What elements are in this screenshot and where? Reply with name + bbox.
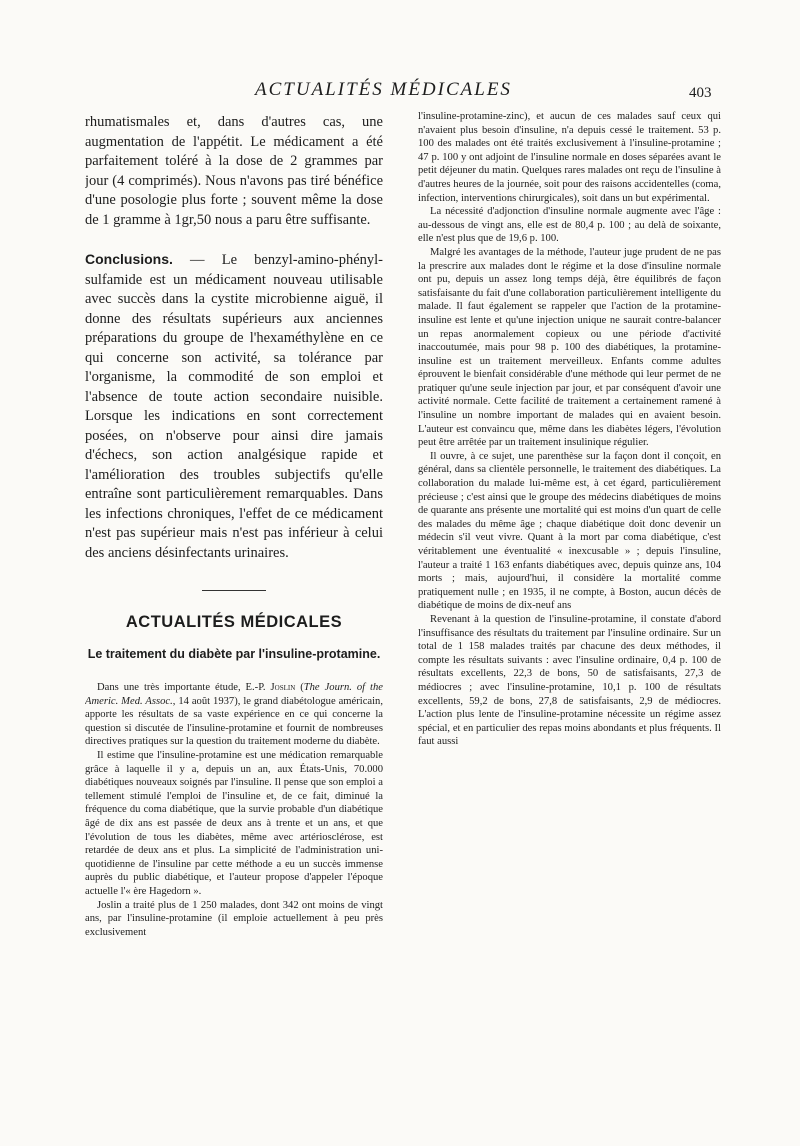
conclusions-paragraph	[85, 250, 383, 563]
article-paragraph: Il estime que l'insuline-protamine est une médication remarquable grâce à laquelle il y a, depuis un an, aux États-Unis, 70.000 diabétiques nouveaux soignés par l'insuline. Il pense que son emploi a tellement stimulé l'emploi de l'insuline et, de ce fait, diminué la fréquence du coma diabétique, que la survie probable d'un diabétique âgé de dix ans est passée de deux ans à trente et un ans, et que l'évolution de tous les diabètes, même avec artériosclérose, est retardée de deux ans et plus. La simplicité de l'administration uni-quotidienne de l'insuline par cette méthode a eu un succès immense auprès du public diabétique, et l'auteur propose d'appeler l'époque actuelle l'« ère Hagedorn ».	[85, 749, 383, 897]
page-number: 403	[689, 85, 712, 101]
article-paragraph: l'insuline-protamine-zinc), et aucun de ces malades sauf ceux qui n'avaient plus besoin d'insuline, n'a depuis cessé le traitement. 53 p. 100 des malades ont été traités exclusivement à l'insuline-protamine ; 47 p. 100 y ont adjoint de l'insuline normale en doses séparées avant le petit déjeuner du matin. Quelques rares malades ont reçu de l'insuline à d'autres heures de la journée, soit pour des raisons accidentelles (coma, infection, interventions chirurgicales), soit dans un but expérimental.	[418, 111, 721, 204]
running-title: ACTUALITÉS MÉDICALES	[255, 79, 512, 100]
left-column	[85, 113, 383, 1073]
conclusions-label: Conclusions.	[85, 251, 173, 267]
article-title: Le traitement du diabète par l'insuline-protamine.	[87, 647, 381, 661]
article-paragraph: La nécessité d'adjonction d'insuline normale augmente avec l'âge : au-dessous de vingt ans, elle est de 80,4 p. 100 ; au delà de soixante, elle n'est plus que de 19,6 p. 100.	[418, 206, 721, 245]
article-paragraph: Malgré les avantages de la méthode, l'auteur juge prudent de ne pas la prescrire aux malades dont le régime et la dose d'insuline normale ont pu, depuis un assez long temps déjà, être équilibrés de façon satisfaisante du fait d'une collaboration particulièrement intelligente du malade. Il faut également se rappeler que l'action de la protamine-insuline est lente et qu'une injection unique ne saurait contre-balancer un repas anormalement copieux ou une période d'activité inaccoutumée, mais pour 98 p. 100 des diabétiques, la protamine-insuline est un traitement merveilleux. Enfants comme adultes éprouvent le bienfait considérable d'une méthode qui leur permet de ne pratiquer qu'une seule injection par jour, et par conséquent d'avoir une activité normale. Cette facilité de traitement a certainement ramené à l'insuline un nombre important de malades qui en avaient besoin. L'auteur est convaincu que, même dans les diabètes légers, l'évolution peut être arrêtée par un traitement insulinique régulier.	[418, 246, 721, 449]
article-paragraph: Dans une très importante étude, E.-P. Joslin (The Journ. of the Americ. Med. Assoc., 14 août 1937), le grand diabétologue américain, apporte les résultats de sa vaste expérience en ce qui concerne la question si discutée de l'insuline-protamine et fournit de nombreuses directives pratiques sur la question du traitement moderne du diabète.	[85, 682, 383, 748]
article-paragraph: Il ouvre, à ce sujet, une parenthèse sur la façon dont il conçoit, en général, dans sa clientèle personnelle, le traitement des diabétiques. La collaboration du malade lui-même est, à cet égard, particulièrement précieuse ; c'est ainsi que le groupe des médecins diabétiques de moins de quarante ans présente une mortalité qui est moins d'un quart de celle des malades du même âge ; chaque diabétique doit donc devenir un médecin s'il veut vivre. Quant à la mort par coma diabétique, c'est véritablement une éventualité « inexcusable » ; depuis l'insuline, l'auteur a traité 1 163 enfants diabétiques avec, depuis quinze ans, 104 morts ; mais, aujourd'hui, il considère la mortalité comme pratiquement nulle ; en 1935, il ne compte, à Boston, aucun décès de diabétique de moins de dix-neuf ans	[418, 450, 721, 612]
section-divider	[202, 590, 266, 591]
conclusions-text: — Le benzyl-amino-phényl-sulfamide est un médicament nouveau utilisable avec succès dans la cystite microbienne aiguë, il donne des résultats supérieurs aux anciennes préparations du groupe de l'hexaméthylène en ce qui concerne son activité, sa tolérance par l'organisme, la commodité de son emploi et l'absence de toute action secondaire nuisible. Lorsque les indications en sont correctement posées, on n'observe pour ainsi dire jamais d'échecs, son action analgésique rapide et l'amélioration des troubles subjectifs qu'elle entraîne sont particulièrement remarquables. Dans les infections chroniques, l'effet de ce médicament n'est pas supérieur mais n'est pas inférieur à celui des anciens désinfectants urinaires.	[85, 252, 383, 561]
paragraph-continuation: rhumatismales et, dans d'autres cas, une augmentation de l'appétit. Le médicament a été parfaitement toléré à la dose de 2 grammes par jour (4 comprimés). Nous n'avons pas tiré bénéfice d'une posologie plus forte ; souvent même la dose de 1 gramme à 1gr,50 nous a paru être suffisante.	[85, 114, 383, 228]
article-body-left	[85, 681, 383, 939]
section-title: ACTUALITÉS MÉDICALES	[125, 613, 343, 631]
running-header	[0, 79, 800, 109]
right-column	[418, 110, 721, 1075]
previous-article-tail	[85, 113, 383, 563]
author-name: Joslin	[270, 682, 296, 693]
article-paragraph: Joslin a traité plus de 1 250 malades, dont 342 ont moins de vingt ans, par l'insuline-protamine (il emploie actuellement à peu près exclusivement	[85, 899, 383, 938]
article-paragraph: Revenant à la question de l'insuline-protamine, il constate d'abord l'insuffisance des résultats du traitement par l'insuline ordinaire. Sur un total de 1 158 malades traités par chacune des deux méthodes, il compte les résultats suivants : avec l'insuline ordinaire, 0,4 p. 100 de résultats excellents, 22,3 de bons, 50 de satisfaisants, 27,3 de médiocres ; avec l'insuline-protamine, 10,1 p. 100 de résultats excellents, 59,2 de bons, 27,8 de satisfaisants, 2,9 de médiocres. L'action plus lente de l'insuline-protamine nécessite un régime assez spécial, et en particulier des repas moins abondants et plus fréquents. Il faut aussi	[418, 613, 721, 748]
journal-name: The Journ. of the Americ. Med. Assoc.	[85, 682, 383, 707]
